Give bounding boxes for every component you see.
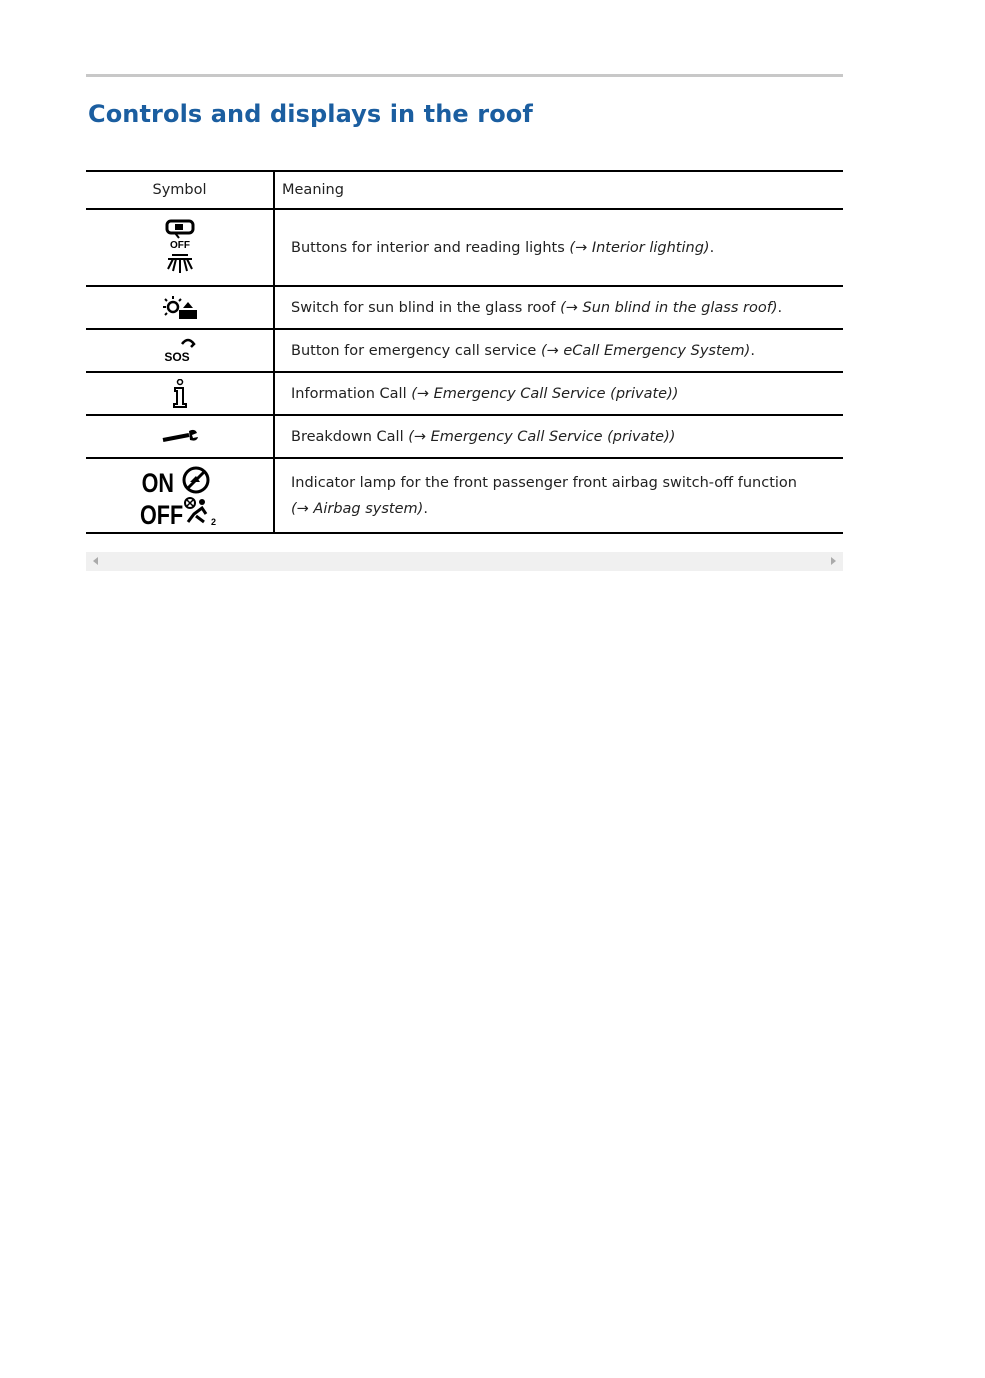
meaning-cell: Breakdown Call (→ Emergency Call Service (private)) — [274, 415, 843, 458]
link-sun-blind[interactable]: (→ Sun blind in the glass roof) — [560, 299, 778, 316]
link-emergency-call-service[interactable]: (→ Emergency Call Service (private)) — [408, 428, 676, 445]
sos-call-icon — [162, 338, 198, 364]
table-row — [86, 372, 843, 415]
scroll-right-arrow-icon[interactable] — [831, 557, 836, 565]
table-row — [86, 209, 843, 286]
table-row — [86, 458, 843, 533]
symbols-table — [86, 170, 843, 534]
svg-text:ON: ON — [141, 468, 174, 499]
meaning-cell: Buttons for interior and reading lights (→ Interior lighting). — [274, 209, 843, 286]
horizontal-scrollbar[interactable] — [86, 552, 843, 571]
link-interior-lighting[interactable]: (→ Interior lighting) — [569, 239, 710, 256]
scroll-left-arrow-icon[interactable] — [93, 557, 98, 565]
meaning-cell: Button for emergency call service (→ eCall Emergency System). — [274, 329, 843, 372]
svg-text:2: 2 — [210, 516, 216, 527]
link-emergency-call-service[interactable]: (→ Emergency Call Service (private)) — [411, 385, 679, 402]
table-row — [86, 286, 843, 329]
table-row — [86, 329, 843, 372]
meaning-cell: Information Call (→ Emergency Call Service (private)) — [274, 372, 843, 415]
svg-text:SOS: SOS — [163, 349, 190, 364]
airbag-on-off-icon — [140, 464, 220, 528]
svg-text:OFF: OFF — [139, 500, 183, 528]
meaning-cell: Switch for sun blind in the glass roof (→ Sun blind in the glass roof). — [274, 286, 843, 329]
wrench-icon — [161, 428, 199, 446]
table-header-row — [86, 171, 843, 209]
meaning-cell: Indicator lamp for the front passenger front airbag switch-off function (→ Airbag system). — [274, 458, 843, 533]
svg-text:OFF: OFF — [169, 239, 190, 251]
sun-blind-icon — [161, 296, 199, 320]
top-divider — [86, 74, 843, 77]
link-airbag-system[interactable]: (→ Airbag system) — [291, 500, 424, 517]
header-meaning: Meaning — [274, 171, 843, 209]
table-row — [86, 415, 843, 458]
information-icon — [172, 379, 188, 409]
header-symbol: Symbol — [86, 171, 274, 209]
page-title: Controls and displays in the roof — [88, 100, 533, 128]
interior-light-off-and-reading-light-icon — [163, 219, 197, 277]
link-ecall[interactable]: (→ eCall Emergency System) — [540, 342, 751, 359]
